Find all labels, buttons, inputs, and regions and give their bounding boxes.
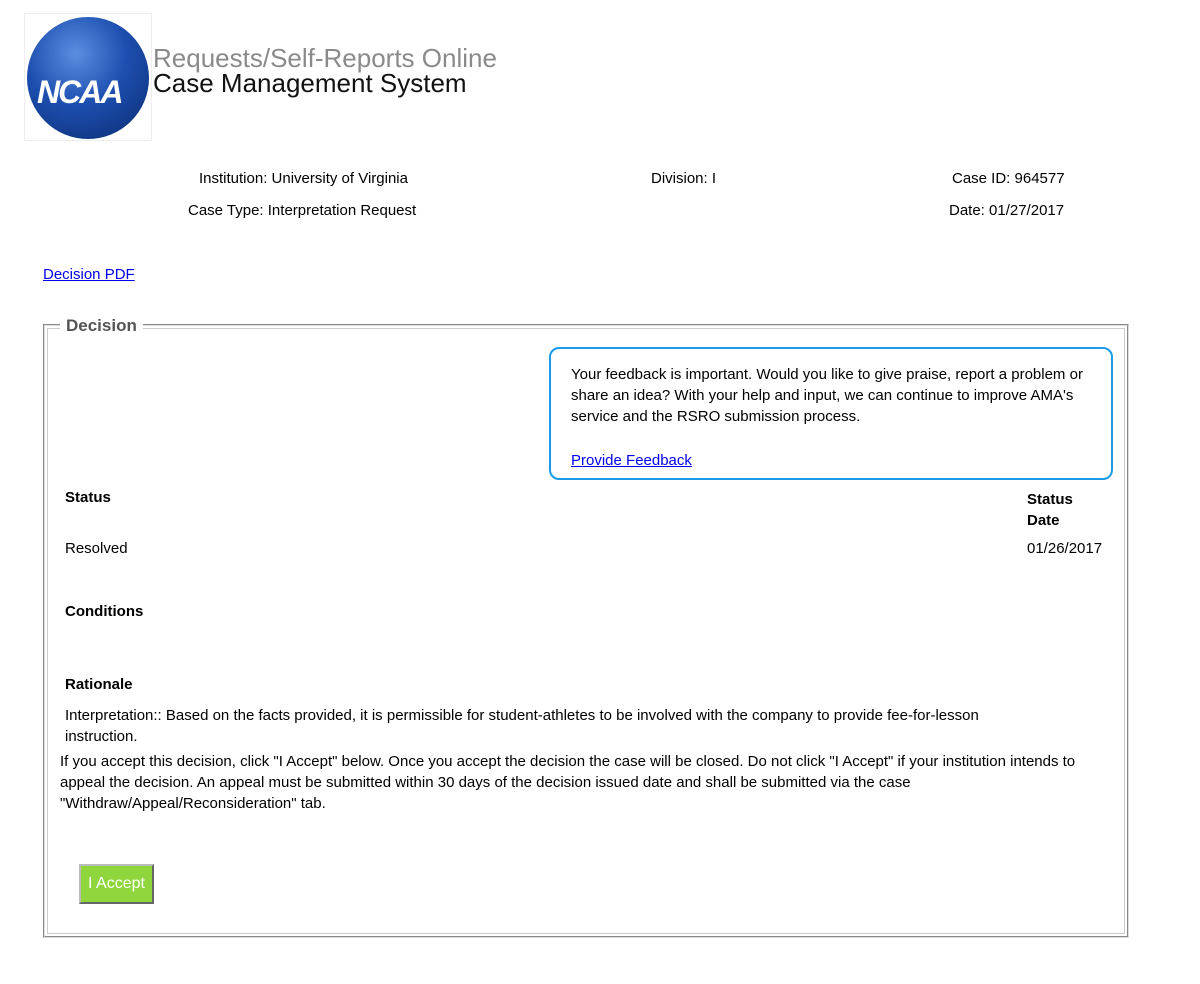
i-accept-button[interactable]: I Accept (79, 864, 154, 904)
case-date: Date: 01/27/2017 (949, 202, 1065, 219)
feedback-box (549, 347, 1113, 480)
decision-pdf-link[interactable]: Decision PDF (43, 266, 135, 283)
provide-feedback-link[interactable]: Provide Feedback (571, 452, 692, 469)
status-value: Resolved (65, 540, 128, 557)
decision-legend: Decision (60, 316, 143, 336)
app-title: Case Management System (153, 68, 467, 98)
ncaa-logo: NCAA (24, 13, 152, 141)
status-date-label: Status Date (1027, 491, 1073, 529)
accept-note: If you accept this decision, click "I Accept" below. Once you accept the decision the case will be closed. Do not click "I Accept" if your institution intends to appeal the decision. An appeal must be submitted within 30 days of the decision issued date and shall be submitted via the case "Withdraw/Appeal/Reconsideration" tab. (60, 753, 1076, 812)
status-label: Status (65, 489, 111, 506)
case-id: Case ID: 964577 (952, 170, 1065, 187)
rationale-label: Rationale (65, 676, 133, 693)
rationale-text: Interpretation:: Based on the facts provided, it is permissible for student-athletes to be involved with the company to provide fee-for-lesson instruction. (65, 707, 979, 745)
case-type: Case Type: Interpretation Request (188, 202, 417, 219)
status-date-value: 01/26/2017 (1027, 540, 1103, 557)
institution: Institution: University of Virginia (199, 170, 408, 187)
conditions-label: Conditions (65, 603, 144, 620)
division: Division: I (651, 170, 717, 187)
feedback-text: Your feedback is important. Would you like to give praise, report a problem or share an idea? With your help and input, we can continue to improve AMA's service and the RSRO submission process. (571, 366, 1083, 425)
app-subtitle: Requests/Self-Reports Online (153, 43, 497, 73)
